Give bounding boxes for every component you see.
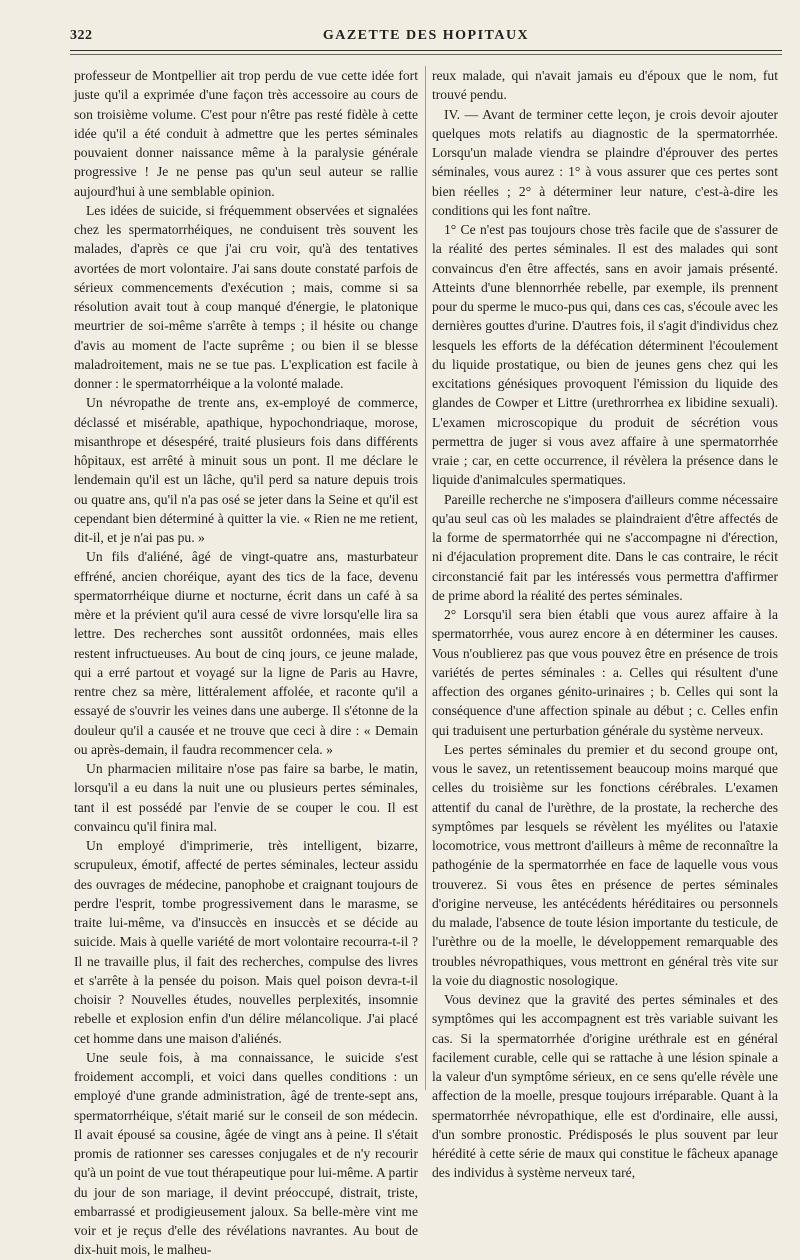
paragraph: Un employé d'imprimerie, très intelligent, bizarre, scrupuleux, émotif, affecté de pertes séminales, lecteur assidu des ouvrages de médecine, panophobe et craignant toujours de perdre l'esprit, tombe progressivement dans le marasme, se traite lui-même, va d'insuccès en insuccès et se décide au suicide. Mais à quelle variété de mort volontaire recourra-t-il ? Il ne travaille plus, il fait des recherches, compulse des livres et s'arrête à la pensée du poison. Mais quel poison devra-t-il choisir ? Nouvelles études, nouvelles perplexités, insomnie rebelle et explosion enfin d'un délire mélancolique. J'ai placé cet homme dans une maison d'aliénés. [74, 838, 418, 1046]
paragraph: Vous devinez que la gravité des pertes séminales et des symptômes qui les accompagnent est très variable suivant les cas. Si la spermatorrhée d'origine uréthrale est en général facilement curable, celle qui se rattache à une lésion spinale a la valeur d'un symptôme sérieux, en ce sens qu'elle révèle une affection de la moelle, presque toujours irréparable. Quant à la spermatorrhée névropathique, elle est d'ordinaire, elle aussi, d'un sombre pronostic. Prédisposés le plus souvent par leur hérédité à cette série de maux qui constitue le fâcheux apanage des individus à système nerveux taré, [432, 992, 778, 1181]
section-paragraph: IV. — Avant de terminer cette leçon, je crois devoir ajouter quelques mots relatifs au diagnostic de la spermatorrhée. Lorsqu'un malade viendra se plaindre d'éprouver des pertes séminales, vous aurez : 1° à vous assurer que ces pertes sont bien réelles ; 2° à déterminer leur nature, c'est-à-dire les conditions qui les font naître. [432, 106, 778, 218]
column-divider [425, 66, 426, 1090]
paragraph: Une seule fois, à ma connaissance, le suicide s'est froidement accompli, et voici dans quelles conditions : un employé d'une grande administration, âgé de trente-sept ans, spermatorrhéique, s'était marié sur le conseil de son médecin. Il avait épousé sa cousine, âgée de vingt ans à peine. Il s'était promis de rationner ses caresses conjugales et de n'y recourir qu'à un point de vue tout thérapeutique pour lui-même. A partir du jour de son mariage, il devint préoccupé, distrait, triste, embarrassé et prodigieusement jaloux. Sa belle-mère vint me voir et je reçus d'elle des révélations navrantes. Au bout de dix-huit mois, le malheu- [74, 1049, 418, 1258]
paragraph: Les pertes séminales du premier et du second groupe ont, vous le savez, un retentissement beaucoup moins marqué que celles du troisième sur les fonctions cérébrales. L'examen attentif du canal de l'urèthre, de la prostate, la recherche des symptômes par lesquels se révèlent les myélites ou l'ataxie locomotrice, vous mettront d'ailleurs à même de reconnaître la pathogénie de la spermatorrhée en face de laquelle vous vous trouverez. Si vous êtes en présence de pertes séminales d'origine nerveuse, les antécédents héréditaires ou personnels du malade, l'absence de toute lésion importante du testicule, de l'urèthre ou de la moelle, le développement remarquable des troubles névropathiques, vous mettront en général très vite sur la voie du diagnostic nosologique. [432, 741, 778, 988]
paragraph: Pareille recherche ne s'imposera d'ailleurs comme nécessaire qu'au seul cas où les malades se plaindraient d'être affectés de la forme de spermatorrhée qui ne s'accompagne ni d'érection, ni d'éjaculation proprement dite. Dans le cas contraire, le récit circonstancié fait par les intéressés vous permettra d'affirmer de prime abord la réalité des pertes séminales. [432, 491, 778, 603]
header-rule [70, 50, 782, 55]
paragraph: Un névropathe de trente ans, ex-employé de commerce, déclassé et misérable, apathique, hypochondriaque, morose, misanthrope et désespéré, traité plusieurs fois dans différents hôpitaux, est arrêté à minuit sous un pont. Il me déclare le lendemain qu'il est un lâche, qu'il perd sa nature depuis trois ou quatre ans, qu'il n'a pas osé se jeter dans la Seine et qu'il est cependant bien déterminé à quitter la vie. « Rien ne me retient, dit-il, et je n'ai pas pu. » [74, 395, 418, 545]
right-column [432, 66, 778, 1183]
left-column [74, 66, 418, 1260]
page-number: 322 [70, 28, 93, 43]
paragraph: professeur de Montpellier ait trop perdu de vue cette idée fort juste qu'il a exprimée d'une façon très accessoire au cours de son troisième volume. C'est pour n'être pas resté fidèle à cette idée qu'il a été conduit à admettre que les pertes séminales pouvaient donner naissance même à la paralysie générale progressive ! Je ne pense pas qu'un seul auteur se rallie aujourd'hui à une semblable opinion. [74, 68, 418, 199]
journal-title: GAZETTE DES HOPITAUX [322, 28, 530, 43]
paragraph: Les idées de suicide, si fréquemment observées et signalées chez les spermatorrhéiques, ne conduisent très souvent les malades, d'après ce que j'ai cru voir, qu'à des tentatives avortées de mort volontaire. J'ai sans doute constaté parfois de sérieux commencements d'exécution ; mais, comme si sa résolution avait tout à coup manqué d'énergie, le platonique meurtrier de soi-même s'arrête à temps ; il hésite ou change d'avis au moment de l'acte suprême ; ou bien il se blesse maladroitement, mais ne se tue pas. L'explication est facile à donner : le spermatorrhéique a la volonté malade. [74, 202, 418, 391]
paragraph: Un pharmacien militaire n'ose pas faire sa barbe, le matin, lorsqu'il a eu dans la nuit une ou plusieurs pertes séminales, tant il est possédé par l'envie de se couper le cou. Il est convaincu qu'il finira mal. [74, 761, 418, 834]
paragraph: reux malade, qui n'avait jamais eu d'époux que le nom, fut trouvé pendu. [432, 68, 778, 103]
paragraph: 1° Ce n'est pas toujours chose très facile que de s'assurer de la réalité des pertes séminales. Il est des malades qui sont convaincus d'en être affectés, sans en avoir jamais présenté. Atteints d'une blennorrhée rebelle, par exemple, ils prennent pour du sperme le muco-pus qui, dans ces cas, s'écoule avec les dernières gouttes d'urine. D'autres fois, il s'agit d'individus chez lesquels les efforts de la défécation déterminent l'écoulement du liquide prostatique, ou bien de jeunes gens chez qui les excitations génésiques provoquent l'émission du liquide des glandes de Cowper et Littre (urethrorrhea ex libidine sexuali). L'examen microscopique du produit de sécrétion vous permettra de juger si vous avez affaire à une spermatorrhée vraie ; car, en cette occurrence, il révèlera la présence dans le liquide d'animalcules spermatiques. [432, 222, 778, 488]
paragraph: Un fils d'aliéné, âgé de vingt-quatre ans, masturbateur effréné, ancien choréique, ayant des tics de la face, devenu spermatorrhéique diurne et nocturne, écrit dans un café à sa mère et la prévient qu'il aura cessé de vivre lorsqu'elle lira sa lettre. Des recherches sont aussitôt ordonnées, mais elles restent infructueuses. Au bout de cinq jours, ce jeune malade, qui a erré partout et voyagé sur la ligne de Paris au Havre, rentre chez sa mère, littéralement affolée, et raconte qu'il a essayé de s'ouvrir les veines dans une auberge. Il s'étonne de la douleur qu'il a causée et ne trouve que ceci à dire : « Demain ou après-demain, il faudra recommencer cela. » [74, 549, 418, 757]
paragraph: 2° Lorsqu'il sera bien établi que vous aurez affaire à la spermatorrhée, vous aurez encore à en déterminer les causes. Vous n'oublierez pas que vous pouvez être en présence de trois variétés de pertes séminales : a. Celles qui résultent d'une affection des organes génito-urinaires ; b. Celles qui sont la conséquence d'une affection spinale au début ; c. Celles enfin qui traduisent une perturbation générale du système nerveux. [432, 607, 778, 738]
page-header [70, 26, 782, 48]
